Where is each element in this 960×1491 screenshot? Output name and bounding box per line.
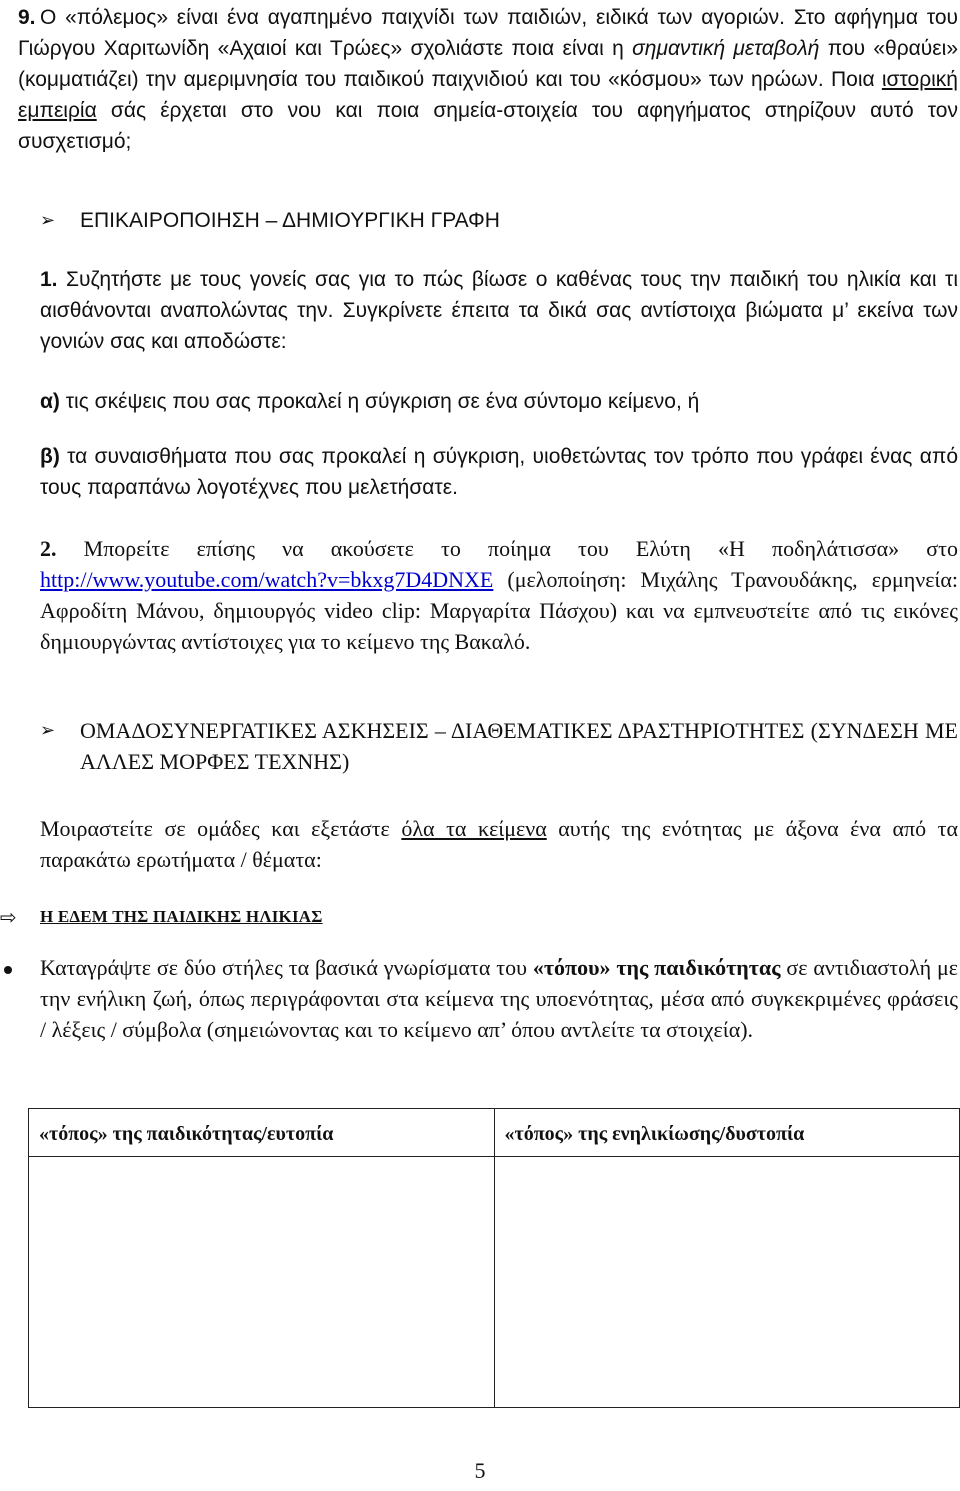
double-arrow-icon: ⇨: [0, 905, 17, 929]
item-text: Μπορείτε επίσης να ακούσετε το ποίημα του Ελύτη «Η ποδηλάτισσα» στο: [56, 536, 958, 561]
question-text-part: που «θραύει» (κομματιάζει) την αμεριμνησία του παιδικού παιχνιδιού και του «κόσμου» των ηρώων. Ποια: [18, 37, 959, 91]
task-text-part: Καταγράψτε σε δύο στήλες τα βασικά γνωρίσματα του: [40, 955, 533, 980]
activity-item-1: [40, 264, 958, 357]
table-header-row: [29, 1109, 960, 1157]
section-heading-update: [40, 205, 500, 236]
item-text: (μελοποίηση: Μιχάλης Τρανουδάκης, ερμηνεία: Αφροδίτη Μάνου, δημιουργός video clip: Μαργαρίτα Πάσχου) και να εμπνευστείτε από τις εικόνες δημιουργώντας αντίστοιχες για το κείμενο της Βακαλό.: [40, 567, 958, 654]
section-title: ΕΠΙΚΑΙΡΟΠΟΙΗΣΗ – ΔΗΜΙΟΥΡΓΙΚΗ ΓΡΑΦΗ: [80, 209, 500, 232]
eden-title: Η ΕΔΕΜ ΤΗΣ ΠΑΙΔΙΚΗΣ ΗΛΙΚΙΑΣ: [40, 907, 323, 926]
activity-item-1a: [40, 386, 958, 417]
arrow-bullet-icon: ➢: [40, 210, 56, 231]
item-number: 1.: [40, 268, 58, 291]
arrow-bullet-icon: ➢: [40, 720, 56, 741]
section-heading-group: [40, 715, 958, 777]
page-number: 5: [474, 1458, 486, 1483]
item-text: τις σκέψεις που σας προκαλεί η σύγκριση σε ένα σύντομο κείμενο, ή: [59, 390, 700, 413]
item-text: Συζητήστε με τους γονείς σας για το πώς βίωσε ο καθένας τους την παιδική του ηλικία και τι αισθάνονται αναπολώντας την. Συγκρίνετε έπειτα τα δικά σας αντίστοιχα βιώματα μ’ εκείνα των γονιών σας και αποδώστε:: [40, 268, 958, 353]
intro-text: αυτής της ενότητας με άξονα ένα από τα παρακάτω ερωτήματα / θέματα:: [40, 816, 958, 872]
table-row: [29, 1157, 960, 1408]
intro-underlined-phrase: όλα τα κείμενα: [401, 816, 547, 841]
table-header-adulthood: «τόπος» της ενηλικίωσης/δυστοπία: [494, 1109, 960, 1157]
question-text-part: σάς έρχεται στο νου και ποια σημεία-στοιχεία του αφηγήματος στηρίζουν αυτό τον συσχετισμό;: [18, 99, 958, 153]
bullet-dot-icon: [4, 966, 12, 974]
question-text-part: Ο «πόλεμος» είναι ένα αγαπημένο παιχνίδι των παιδιών, ειδικά των αγοριών. Στο αφήγημα του Γιώργου Χαριτωνίδη «Αχαιοί και Τρώες» σχολιάστε ποια είναι η: [18, 6, 958, 60]
eden-heading: [0, 905, 323, 929]
question-number: 9.: [18, 6, 36, 29]
group-intro: [40, 813, 958, 875]
table-cell-adulthood[interactable]: [494, 1157, 960, 1408]
question-9: [18, 2, 958, 157]
section-title: ΟΜΑΔΟΣΥΝΕΡΓΑΤΙΚΕΣ ΑΣΚΗΣΕΙΣ – ΔΙΑΘΕΜΑΤΙΚΕΣ ΔΡΑΣΤΗΡΙΟΤΗΤΕΣ (ΣΥΝΔΕΣΗ ΜΕ ΑΛΛΕΣ ΜΟΡΦΕΣ ΤΕΧΝΗΣ): [80, 718, 958, 774]
places-table: [28, 1108, 960, 1408]
item-number: 2.: [40, 536, 57, 561]
activity-item-1b: [40, 441, 958, 503]
question-underlined-phrase: ιστορική εμπειρία: [18, 68, 958, 122]
table-header-childhood: «τόπος» της παιδικότητας/ευτοπία: [29, 1109, 495, 1157]
task-text-part: σε αντιδιαστολή με την ενήλικη ζωή, όπως περιγράφονται στα κείμενα της υποενότητας, μέσα από συγκεκριμένες φράσεις / λέξεις / σύμβολα (σημειώνοντας και το κείμενο απ’ όπου αντλείτε τα στοιχεία).: [40, 955, 958, 1042]
youtube-link[interactable]: http://www.youtube.com/watch?v=bkxg7D4DNXE: [40, 567, 494, 592]
item-label: α): [40, 390, 60, 413]
table-cell-childhood[interactable]: [29, 1157, 495, 1408]
task-text: [40, 952, 958, 1045]
question-italic-phrase: σημαντική μεταβολή: [632, 37, 820, 60]
intro-text: Μοιραστείτε σε ομάδες και εξετάστε: [40, 816, 402, 841]
task-bold-phrase: «τόπου» της παιδικότητας: [532, 955, 781, 980]
item-label: β): [40, 445, 60, 468]
item-text: τα συναισθήματα που σας προκαλεί η σύγκριση, υιοθετώντας τον τρόπο που γράφει ένας από τους παραπάνω λογοτέχνες που μελετήσατε.: [40, 445, 958, 499]
activity-item-2: [40, 533, 958, 657]
